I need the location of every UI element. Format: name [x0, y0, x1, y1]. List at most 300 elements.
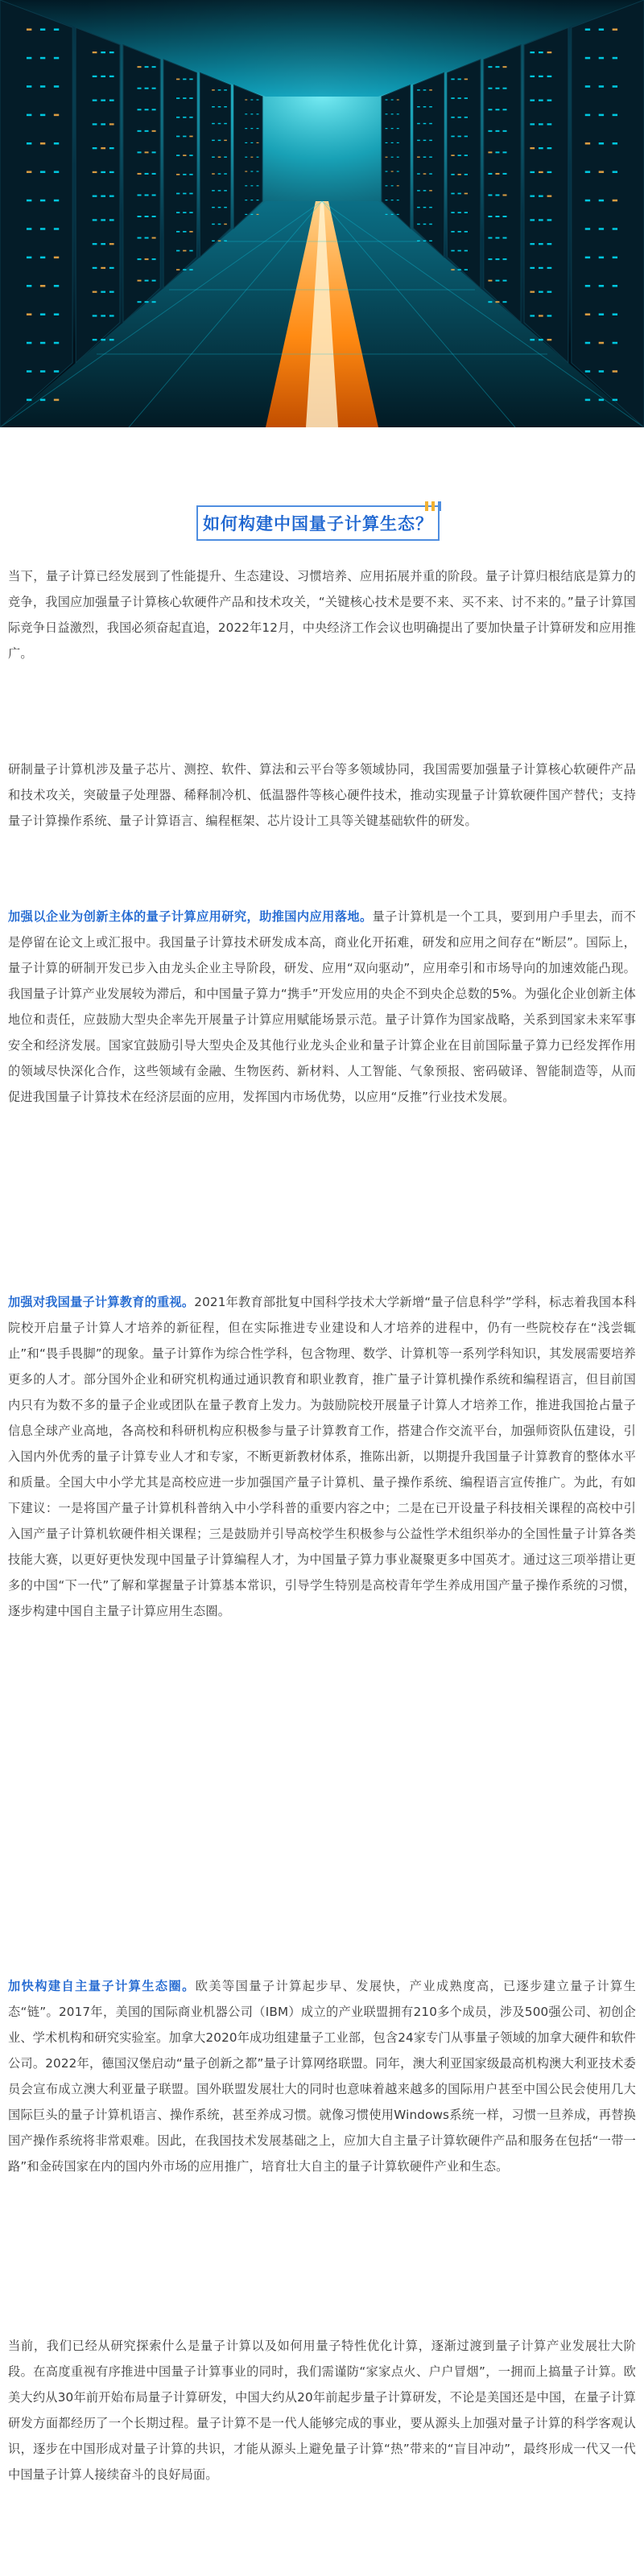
rack-led: [585, 313, 590, 315]
rack-led: [183, 155, 186, 156]
rack-led: [464, 155, 468, 156]
rack-led: [417, 224, 420, 225]
rack-led: [613, 114, 617, 117]
rack-led: [101, 76, 105, 77]
rack-led: [539, 52, 543, 53]
rack-led: [585, 28, 590, 31]
rack-led: [257, 99, 259, 100]
rack-led: [250, 99, 253, 100]
rack-led: [502, 151, 506, 153]
rack-led: [40, 370, 45, 373]
rack-led: [599, 370, 604, 373]
rack-led: [145, 216, 149, 217]
rack-led: [417, 140, 420, 141]
rack-led: [101, 147, 105, 149]
rack-led: [54, 114, 59, 117]
rack-led: [539, 123, 543, 125]
rack-led: [93, 243, 97, 245]
rack-led: [547, 100, 552, 101]
rack-led: [224, 173, 227, 174]
server-rack-left: [0, 0, 72, 427]
rack-led: [495, 216, 499, 217]
rack-led: [54, 313, 59, 315]
paragraph-6: [8, 2333, 636, 2487]
rack-led: [183, 193, 186, 195]
rack-led: [145, 88, 149, 89]
rack-led: [189, 231, 192, 233]
rack-led: [423, 207, 427, 208]
paragraph-text: 当下，量子计算已经发展到了性能提升、生态建设、习惯培养、应用拓展并重的阶段。量子计算归根结底是算力的竞争，我国应加强量子计算核心软硬件产品和技术攻关，“关键核心技术是要不来、买不来、讨不来的。”量子计算国际竞争日益激烈，我国必须奋起直追，2022年12月，中央经济工作会议也明确提出了要加快量子计算研发和应用推广。: [8, 569, 636, 661]
rack-led: [138, 237, 142, 239]
rack-led: [423, 106, 427, 107]
rack-led: [27, 313, 31, 315]
rack-led: [429, 140, 432, 141]
rack-led: [257, 128, 259, 129]
rack-led: [212, 190, 215, 191]
rack-led: [245, 113, 247, 114]
rack-led: [27, 399, 31, 402]
rack-led: [212, 140, 215, 141]
rack-led: [257, 185, 259, 186]
rack-led: [488, 173, 492, 175]
rack-led: [502, 237, 506, 239]
heading-text: 如何构建中国量子计算生态？: [203, 514, 433, 534]
rack-led: [539, 76, 543, 77]
rack-led: [423, 123, 427, 124]
rack-led: [101, 291, 105, 293]
rack-led: [464, 136, 468, 138]
rack-led: [109, 196, 114, 197]
rack-led: [391, 185, 394, 186]
rack-led: [101, 267, 105, 269]
rack-led: [391, 214, 394, 215]
rack-led: [224, 123, 227, 124]
rack-led: [183, 250, 186, 252]
rack-led: [93, 219, 97, 221]
rack-led: [101, 123, 105, 125]
rack-led: [257, 214, 259, 215]
rack-led: [183, 212, 186, 213]
rack-led: [183, 117, 186, 118]
rack-led: [495, 88, 499, 89]
rack-led: [547, 123, 552, 125]
rack-led: [547, 267, 552, 269]
rack-led: [218, 207, 221, 208]
rack-led: [250, 142, 253, 143]
rack-led: [152, 216, 156, 217]
rack-led: [530, 52, 535, 53]
rack-led: [54, 200, 59, 202]
paragraph-text: 研制量子计算机涉及量子芯片、测控、软件、算法和云平台等多领域协同，我国需要加强量子计算核心软硬件产品和技术攻关，突破量子处理器、稀释制冷机、低温器件等核心硬件技术，推动实现量子计算软硬件国产替代；支持量子计算操作系统、量子计算语言、编程框架、芯片设计工具等关键基础软件的研发。: [8, 762, 636, 828]
rack-led: [599, 142, 604, 145]
rack-led: [530, 100, 535, 101]
rack-led: [495, 237, 499, 239]
rack-led: [40, 257, 45, 259]
rack-led: [502, 109, 506, 110]
rack-led: [138, 130, 142, 132]
rack-led: [495, 301, 499, 303]
rack-led: [386, 128, 388, 129]
rack-led: [245, 214, 247, 215]
rack-led: [257, 142, 259, 143]
rack-led: [613, 228, 617, 230]
rack-led: [189, 212, 192, 213]
rack-led: [101, 243, 105, 245]
rack-led: [138, 301, 142, 303]
rack-led: [152, 173, 156, 175]
rack-led: [27, 142, 31, 145]
rack-led: [429, 89, 432, 90]
rack-led: [613, 342, 617, 344]
rack-led: [613, 200, 617, 202]
rack-led: [547, 339, 552, 340]
rack-led: [183, 136, 186, 138]
rack-led: [495, 258, 499, 260]
rack-led: [386, 214, 388, 215]
rack-led: [539, 267, 543, 269]
rack-led: [152, 130, 156, 132]
rack-led: [451, 193, 454, 195]
rack-led: [429, 190, 432, 191]
rack-led: [495, 280, 499, 282]
rack-led: [585, 85, 590, 88]
rack-led: [109, 219, 114, 221]
rack-led: [218, 173, 221, 174]
rack-led: [539, 243, 543, 245]
rack-led: [152, 151, 156, 153]
rack-led: [599, 228, 604, 230]
rack-led: [152, 66, 156, 68]
rack-led: [101, 339, 105, 340]
rack-led: [397, 99, 399, 100]
rack-led: [152, 280, 156, 282]
rack-led: [502, 280, 506, 282]
rack-led: [245, 128, 247, 129]
rack-led: [417, 173, 420, 174]
rack-led: [599, 85, 604, 88]
rack-led: [145, 130, 149, 132]
rack-led: [93, 76, 97, 77]
paragraph-lead: 加强对我国量子计算教育的重视。: [8, 1295, 195, 1309]
rack-led: [417, 123, 420, 124]
rack-led: [138, 258, 142, 260]
rack-led: [109, 267, 114, 269]
server-room-photo-icon: [0, 0, 644, 427]
rack-led: [93, 100, 97, 101]
rack-led: [464, 250, 468, 252]
rack-led: [27, 114, 31, 117]
rack-led: [101, 52, 105, 53]
rack-led: [183, 231, 186, 233]
rack-led: [109, 100, 114, 101]
server-rack-left: [200, 72, 230, 257]
rack-led: [145, 280, 149, 282]
rack-led: [93, 267, 97, 269]
rack-led: [138, 280, 142, 282]
rack-led: [599, 285, 604, 287]
rack-led: [585, 114, 590, 117]
rack-led: [464, 193, 468, 195]
rack-led: [218, 106, 221, 107]
rack-led: [93, 123, 97, 125]
rack-led: [458, 155, 461, 156]
rack-led: [417, 190, 420, 191]
rack-led: [417, 106, 420, 107]
rack-led: [27, 257, 31, 259]
rack-led: [101, 171, 105, 173]
rack-led: [224, 190, 227, 191]
paragraph-2: [8, 756, 636, 834]
rack-led: [152, 88, 156, 89]
rack-led: [539, 339, 543, 340]
rack-led: [423, 224, 427, 225]
rack-led: [495, 173, 499, 175]
rack-led: [183, 174, 186, 175]
rack-led: [176, 269, 180, 270]
rack-led: [488, 216, 492, 217]
rack-led: [451, 174, 454, 175]
rack-led: [189, 269, 192, 270]
rack-led: [423, 156, 427, 157]
rack-led: [218, 224, 221, 225]
rack-led: [585, 370, 590, 373]
rack-led: [54, 285, 59, 287]
rack-led: [502, 66, 506, 68]
rack-led: [397, 157, 399, 158]
rack-led: [145, 109, 149, 110]
rack-led: [539, 100, 543, 101]
rack-led: [27, 200, 31, 202]
rack-led: [138, 216, 142, 217]
rack-led: [245, 99, 247, 100]
rack-led: [495, 130, 499, 132]
rack-led: [93, 339, 97, 340]
rack-led: [93, 196, 97, 197]
rack-led: [176, 79, 180, 80]
rack-led: [464, 117, 468, 118]
rack-led: [539, 171, 543, 173]
rack-led: [397, 142, 399, 143]
rack-led: [458, 193, 461, 195]
rack-led: [530, 147, 535, 149]
rack-led: [451, 250, 454, 252]
rack-led: [488, 258, 492, 260]
paragraph-text: 欧美等国量子计算起步早、发展快，产业成熟度高，已逐步建立量子计算生态“链”。2017年，美国的国际商业机器公司（IBM）成立的产业联盟拥有210多个成员，涉及500强公司、初创企业、学术机构和研究实验室。加拿大2020年成功组建量子工业部，包含24家专门从事量子领域的加拿大硬件和软件公司。2022年，德国汉堡启动“量子创新之都”量子计算网络联盟。同年，澳大利亚国家级最高机构澳大利亚技术委员会宣布成立澳大利亚量子联盟。国外联盟发展壮大的同时也意味着越来越多的国际用户甚至中国公民会使用几大国际巨头的量子计算机语言、操作系统，甚至养成习惯。就像习惯使用Windows系统一样，习惯一旦养成，再替换国产操作系统将非常艰难。因此，在我国技术发展基础之上，应加大自主量子计算软硬件产品和服务在包括“一带一路”和金砖国家在内的国内外市场的应用推广，培育壮大自主的量子计算软硬件产业和生态。: [8, 1979, 637, 2174]
rack-led: [40, 114, 45, 117]
rack-led: [54, 28, 59, 31]
rack-led: [183, 97, 186, 99]
rack-led: [464, 97, 468, 99]
paragraph-text: 当前，我们已经从研究探索什么是量子计算以及如何用量子特性优化计算，逐渐过渡到量子计算产业发展壮大阶段。在高度重视有序推进中国量子计算事业的同时，我们需谨防“家家点火、户户冒烟”，一拥而上搞量子计算。欧美大约从30年前开始布局量子计算研发，中国大约从20年前起步量子计算研发，不论是美国还是中国，在量子计算研发方面都经历了一个长期过程。量子计算不是一代人能够完成的事业，要从源头上加强对量子计算的科学客观认识，逐步在中国形成对量子计算的共识，才能从源头上避免量子计算“热”带来的“盲目冲动”，最终形成一代又一代中国量子计算人接续奋斗的良好局面。: [8, 2339, 636, 2482]
rack-led: [495, 194, 499, 196]
heading-box: [196, 505, 440, 541]
rack-led: [451, 79, 454, 80]
rack-led: [464, 174, 468, 175]
rack-led: [189, 193, 192, 195]
rack-led: [429, 123, 432, 124]
rack-led: [613, 313, 617, 315]
rack-led: [250, 185, 253, 186]
rack-led: [93, 291, 97, 293]
rack-led: [464, 212, 468, 213]
rack-led: [547, 243, 552, 245]
rack-led: [138, 88, 142, 89]
rack-led: [613, 85, 617, 88]
rack-led: [599, 313, 604, 315]
rack-led: [189, 136, 192, 138]
rack-led: [502, 258, 506, 260]
rack-led: [613, 257, 617, 259]
rack-led: [458, 117, 461, 118]
rack-led: [101, 196, 105, 197]
rack-led: [397, 185, 399, 186]
rack-led: [224, 140, 227, 141]
rack-led: [458, 250, 461, 252]
rack-led: [488, 88, 492, 89]
rack-led: [530, 315, 535, 316]
rack-led: [391, 113, 394, 114]
rack-led: [495, 151, 499, 153]
rack-led: [40, 57, 45, 60]
rack-led: [250, 113, 253, 114]
rack-led: [54, 57, 59, 60]
rack-led: [145, 301, 149, 303]
rack-led: [391, 142, 394, 143]
rack-led: [423, 190, 427, 191]
rack-led: [212, 173, 215, 174]
rack-led: [488, 301, 492, 303]
rack-led: [176, 250, 180, 252]
rack-led: [397, 113, 399, 114]
rack-led: [152, 194, 156, 196]
rack-led: [176, 155, 180, 156]
rack-led: [257, 157, 259, 158]
rack-led: [613, 399, 617, 402]
rack-led: [145, 66, 149, 68]
rack-led: [189, 250, 192, 252]
rack-led: [93, 147, 97, 149]
rack-led: [386, 142, 388, 143]
rack-led: [189, 79, 192, 80]
rack-led: [40, 313, 45, 315]
rack-led: [613, 370, 617, 373]
rack-led: [488, 130, 492, 132]
rack-led: [599, 171, 604, 173]
rack-led: [547, 219, 552, 221]
rack-led: [138, 66, 142, 68]
rack-led: [530, 76, 535, 77]
rack-led: [458, 212, 461, 213]
rack-led: [502, 301, 506, 303]
rack-led: [458, 174, 461, 175]
rack-led: [488, 280, 492, 282]
corner-decoration-icon: [423, 501, 444, 512]
rack-led: [391, 128, 394, 129]
rack-led: [547, 291, 552, 293]
rack-led: [451, 97, 454, 99]
rack-led: [502, 88, 506, 89]
rack-led: [530, 123, 535, 125]
rack-led: [109, 243, 114, 245]
rack-led: [27, 228, 31, 230]
rack-led: [539, 291, 543, 293]
rack-led: [218, 140, 221, 141]
rack-led: [176, 97, 180, 99]
rack-led: [109, 147, 114, 149]
rack-led: [27, 285, 31, 287]
rack-led: [101, 219, 105, 221]
rack-led: [547, 76, 552, 77]
rack-led: [547, 147, 552, 149]
rack-led: [40, 200, 45, 202]
rack-led: [109, 171, 114, 173]
rack-led: [152, 109, 156, 110]
rack-led: [397, 214, 399, 215]
rack-led: [495, 66, 499, 68]
rack-led: [451, 136, 454, 138]
rack-led: [599, 57, 604, 60]
rack-led: [502, 216, 506, 217]
rack-led: [27, 171, 31, 173]
rack-led: [599, 200, 604, 202]
rack-led: [224, 89, 227, 90]
rack-led: [458, 136, 461, 138]
rack-led: [109, 123, 114, 125]
hero-image: [0, 0, 644, 427]
paragraph-3: [8, 904, 636, 1110]
rack-led: [530, 291, 535, 293]
rack-led: [40, 228, 45, 230]
rack-led: [212, 156, 215, 157]
paragraph-text: 量子计算机是一个工具，要到用户手里去，而不是停留在论文上或汇报中。我国量子计算技术研发成本高，商业化开拓难，研发和应用之间存在“断层”。国际上，量子计算的研制开发已步入由龙头企业主导阶段，研发、应用“双向驱动”，应用牵引和市场导向的加速效能凸现。我国量子计算产业发展较为滞后，和中国量子算力“携手”开发应用的央企不到央企总数的5%。为强化企业创新主体地位和责任，应鼓励大型央企率先开展量子计算应用赋能场景示范。量子计算作为国家战略，关系到国家未来军事安全和经济发展。国家宜鼓励引导大型央企及其他行业龙头企业和量子计算企业在目前国际量子算力已经发挥作用的领域尽快深化合作，这些领域有金融、生物医药、新材料、人工智能、气象预报、密码破译、智能制造等，从而促进我国量子计算技术在经济层面的应用，发挥国内市场优势，以应用“反推”行业技术发展。: [8, 909, 636, 1104]
rack-led: [429, 224, 432, 225]
rack-led: [613, 57, 617, 60]
rack-led: [547, 171, 552, 173]
rack-led: [502, 173, 506, 175]
rack-led: [176, 193, 180, 195]
rack-led: [539, 315, 543, 316]
rack-led: [54, 228, 59, 230]
rack-led: [257, 113, 259, 114]
rack-led: [138, 194, 142, 196]
rack-led: [224, 207, 227, 208]
rack-led: [464, 269, 468, 270]
rack-led: [189, 155, 192, 156]
rack-led: [547, 196, 552, 197]
rack-led: [458, 231, 461, 233]
rack-led: [417, 156, 420, 157]
rack-led: [539, 147, 543, 149]
paragraph-text: 2021年教育部批复中国科学技术大学新增“量子信息科学”学科，标志着我国本科院校开启量子计算人才培养的新征程，但在实际推进专业建设和人才培养的进程中，仍有一些院校存在“浅尝辄止”和“畏手畏脚”的现象。量子计算作为综合性学科，包含物理、数学、计算机等一系列学科知识，其发展需要培养更多的人才。部分国外企业和研究机构通过通识教育和职业教育，推广量子计算机操作系统和编程语言，但目前国内只有为数不多的量子企业或团队在量子教育上发力。为鼓励院校开展量子计算人才培养工作，推进我国抢占量子信息全球产业高地，各高校和科研机构应积极参与量子计算教育工作，搭建合作交流平台，加强师资队伍建设，引入国内外优秀的量子计算专业人才和专家，不断更新教材体系，推陈出新，以期提升我国量子计算教育的整体水平和质量。全国大中小学尤其是高校应进一步加强国产量子计算机、量子操作系统、编程语言宣传推广。为此，有如下建议：一是将国产量子计算机科普纳入中小学科普的重要内容之中；二是在已开设量子科技相关课程的高校中引入国产量子计算机软硬件相关课程；三是鼓励并引导高校学生积极参与公益性学术组织举办的全国性量子计算各类技能大赛，以更好更快发现中国量子计算编程人才，为中国量子算力事业凝聚更多中国英才。通过这三项举措让更多的中国“下一代”了解和掌握量子计算基本常识，引导学生特别是高校青年学生养成用国产量子操作系统的习惯，逐步构建中国自主量子计算应用生态圈。: [8, 1295, 637, 1618]
rack-led: [397, 128, 399, 129]
rack-led: [502, 130, 506, 132]
rack-led: [585, 342, 590, 344]
rack-led: [488, 194, 492, 196]
rack-led: [40, 399, 45, 402]
rack-led: [176, 117, 180, 118]
rack-led: [40, 171, 45, 173]
paragraph-1: [8, 563, 636, 666]
rack-led: [585, 399, 590, 402]
rack-led: [138, 151, 142, 153]
rack-led: [391, 157, 394, 158]
rack-led: [458, 97, 461, 99]
rack-led: [391, 99, 394, 100]
rack-led: [176, 212, 180, 213]
rack-led: [530, 196, 535, 197]
rack-led: [451, 212, 454, 213]
rack-led: [212, 89, 215, 90]
